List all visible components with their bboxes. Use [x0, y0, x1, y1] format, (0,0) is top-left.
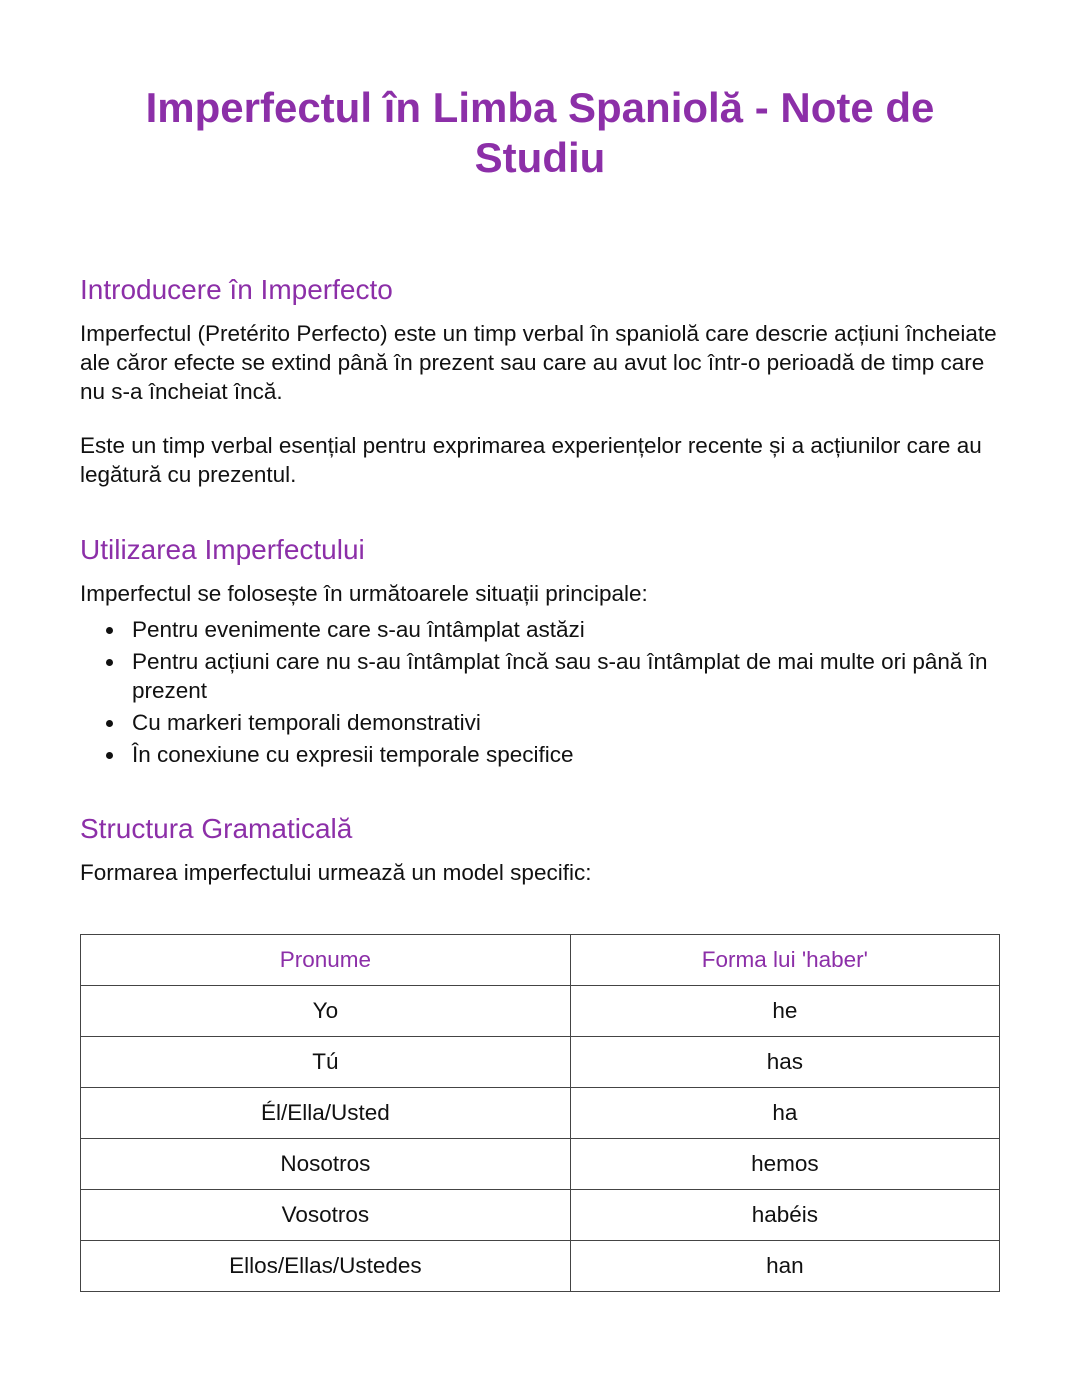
table-row	[81, 1241, 1000, 1292]
bullet-item: • Cu markeri temporali demonstrativi	[126, 708, 1000, 738]
bullet-list	[80, 615, 1000, 769]
table-cell-form: he	[570, 986, 999, 1037]
paragraph: Formarea imperfectului urmează un model specific:	[80, 860, 592, 886]
table-header-haber: Forma lui 'haber'	[570, 935, 999, 986]
section-structura	[80, 813, 1000, 1292]
table-cell-pronoun: Tú	[81, 1037, 571, 1088]
section-heading-structura: Structura Gramaticală	[80, 813, 353, 845]
section-utilizarea	[80, 534, 1000, 769]
table-cell-pronoun: Nosotros	[81, 1139, 571, 1190]
table-row	[81, 1139, 1000, 1190]
table-header-pronume: Pronume	[81, 935, 571, 986]
paragraph: Imperfectul se folosește în următoarele situații principale:	[80, 581, 648, 607]
page-title: Imperfectul în Limba Spaniolă - Note de Studiu	[145, 84, 935, 181]
section-heading-introducere: Introducere în Imperfecto	[80, 274, 393, 306]
table-cell-pronoun: Vosotros	[81, 1190, 571, 1241]
conjugation-table	[80, 934, 1000, 1292]
table-cell-form: hemos	[570, 1139, 999, 1190]
table-row	[81, 1037, 1000, 1088]
table-row	[81, 1190, 1000, 1241]
paragraph: Este un timp verbal esențial pentru exprimarea experiențelor recente și a acțiunilor care au legătură cu prezentul.	[80, 433, 982, 488]
table-cell-pronoun: Ellos/Ellas/Ustedes	[81, 1241, 571, 1292]
bullet-item: • Pentru acțiuni care nu s-au întâmplat încă sau s-au întâmplat de mai multe ori până în prezent	[126, 647, 1000, 706]
section-introducere	[80, 274, 1000, 490]
table-cell-form: habéis	[570, 1190, 999, 1241]
table-cell-pronoun: Yo	[81, 986, 571, 1037]
title-spacer	[80, 182, 1000, 274]
section-heading-utilizarea: Utilizarea Imperfectului	[80, 534, 365, 566]
bullet-item: • Pentru evenimente care s-au întâmplat astăzi	[126, 615, 1000, 645]
bullet-item: • În conexiune cu expresii temporale specifice	[126, 740, 1000, 770]
paragraph: Imperfectul (Pretérito Perfecto) este un timp verbal în spaniolă care descrie acțiuni încheiate ale căror efecte se extind până în prezent sau care au avut loc într-o perioadă de timp care nu s-a încheiat încă.	[80, 321, 997, 404]
table-cell-form: has	[570, 1037, 999, 1088]
table-cell-form: han	[570, 1241, 999, 1292]
table-row	[81, 986, 1000, 1037]
conjugation-table-wrapper	[80, 934, 1000, 1292]
table-row	[81, 1088, 1000, 1139]
table-cell-form: ha	[570, 1088, 999, 1139]
table-header-row	[81, 935, 1000, 986]
table-cell-pronoun: Él/Ella/Usted	[81, 1088, 571, 1139]
